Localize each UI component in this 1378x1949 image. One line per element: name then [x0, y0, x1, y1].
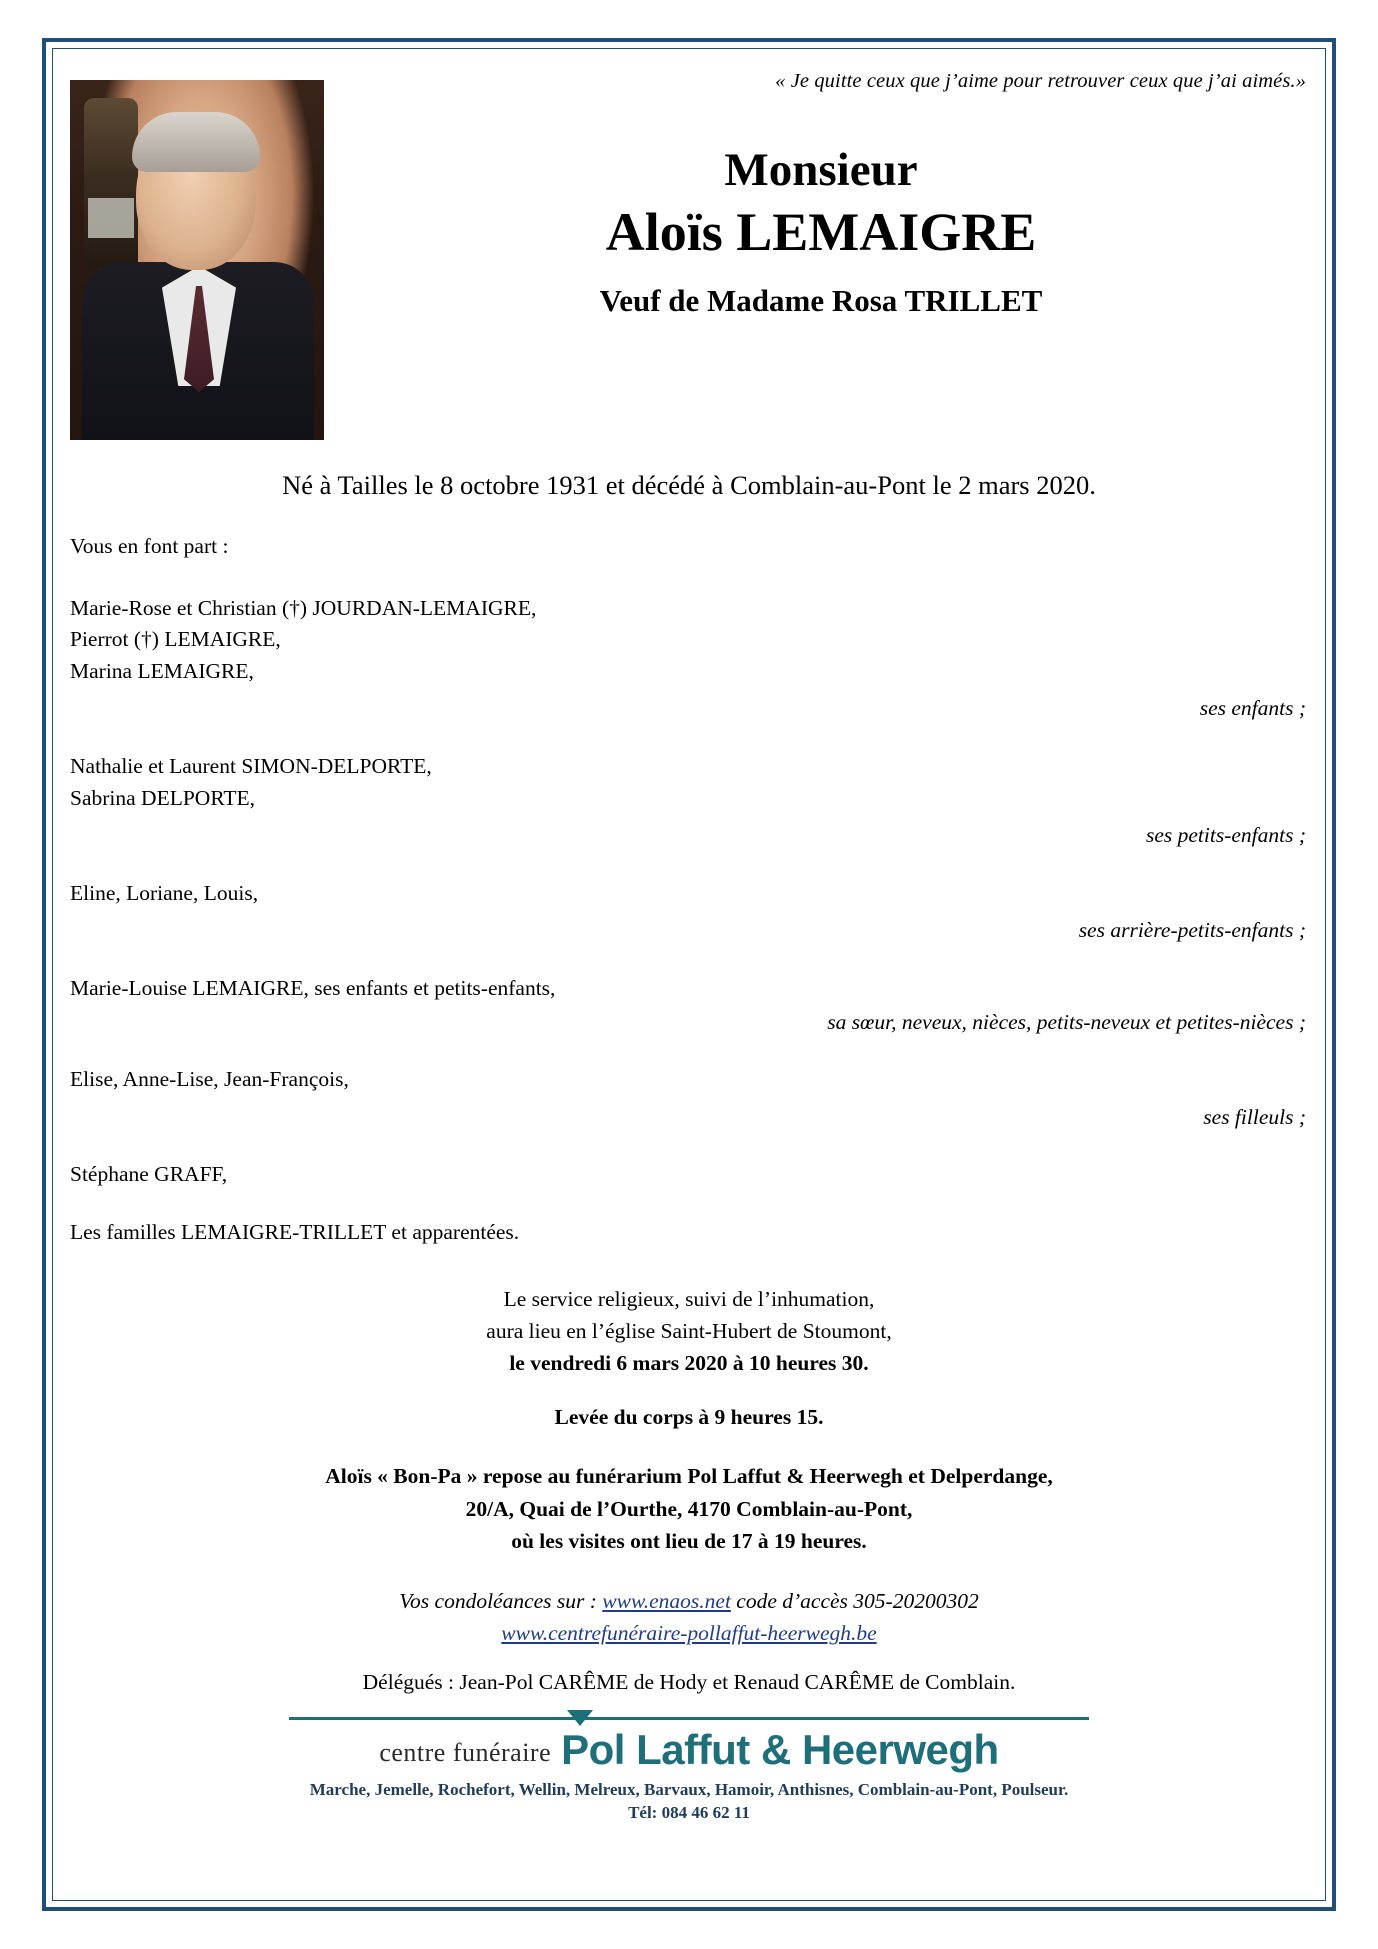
family-group [70, 878, 1308, 947]
condolences-line-1 [70, 1585, 1308, 1617]
family-member: Marie-Rose et Christian (†) JOURDAN-LEMAIGRE, [70, 595, 537, 620]
ceremony-block [70, 1283, 1308, 1380]
levee-line: Levée du corps à 9 heures 15. [554, 1405, 824, 1430]
condolences-line-2 [70, 1617, 1308, 1649]
family-member: Nathalie et Laurent SIMON-DELPORTE, [70, 753, 432, 778]
enaos-link[interactable]: www.enaos.net [602, 1589, 731, 1613]
condolences-code: code d’accès 305-20200302 [730, 1589, 979, 1613]
family-group [70, 973, 1308, 1038]
family-group [70, 751, 1308, 852]
title-block [324, 145, 1308, 319]
delegates-line: Délégués : Jean-Pol CARÊME de Hody et Renaud CARÊME de Comblain. [362, 1669, 1016, 1694]
birth-death-line: Né à Tailles le 8 octobre 1931 et décédé à Comblain-au-Pont le 2 mars 2020. [282, 470, 1096, 500]
footer-logo-block [70, 1717, 1308, 1823]
family-member: Marina LEMAIGRE, [70, 658, 254, 683]
logo-row [70, 1726, 1308, 1774]
background-bottle [84, 98, 138, 268]
family-group [70, 1064, 1308, 1133]
phone-number: Tél: 084 46 62 11 [628, 1802, 750, 1822]
additional-person: Stéphane GRAFF, [70, 1162, 228, 1187]
family-member: Elise, Anne-Lise, Jean-François, [70, 1067, 349, 1092]
family-member: Sabrina DELPORTE, [70, 785, 256, 810]
logo-title [561, 1726, 999, 1774]
family-member: Eline, Loriane, Louis, [70, 880, 259, 905]
card-header [70, 64, 1308, 444]
families-line: Les familles LEMAIGRE-TRILLET et apparentées. [70, 1219, 520, 1244]
ceremony-line-1: Le service religieux, suivi de l’inhumation, [503, 1286, 875, 1311]
logo-title-text: Pol Laffut & Heerwegh [561, 1725, 999, 1773]
condolences-prefix: Vos condoléances sur : [399, 1589, 603, 1613]
portrait-hair [132, 112, 260, 172]
footer-divider [289, 1717, 1089, 1720]
family-member: Pierrot (†) LEMAIGRE, [70, 627, 281, 652]
family-role: ses filleuls ; [1203, 1104, 1306, 1129]
family-member: Marie-Louise LEMAIGRE, ses enfants et petits-enfants, [70, 975, 556, 1000]
branch-list: Marche, Jemelle, Rochefort, Wellin, Melreux, Barvaux, Hamoir, Anthisnes, Comblain-au-Pont, Poulseur. [309, 1779, 1069, 1799]
spouse-line: Veuf de Madame Rosa TRILLET [599, 283, 1043, 319]
card-content [70, 64, 1308, 1889]
family-role: ses arrière-petits-enfants ; [1078, 918, 1306, 943]
epitaph-quote: « Je quitte ceux que j’aime pour retrouver ceux que j’ai aimés.» [775, 70, 1306, 92]
funerarium-line-2: 20/A, Quai de l’Ourthe, 4170 Comblain-au-Pont, [465, 1496, 913, 1521]
logo-subtitle: centre funéraire [379, 1737, 552, 1767]
funerarium-line-3: où les visites ont lieu de 17 à 19 heures. [511, 1528, 867, 1553]
family-group [70, 593, 1308, 725]
triangle-icon [567, 1710, 593, 1726]
intro-line: Vous en font part : [70, 534, 229, 558]
funerarium-block [70, 1460, 1308, 1557]
funerarium-line-1: Aloïs « Bon-Pa » repose au funérarium Pol Laffut & Heerwegh et Delperdange, [325, 1464, 1053, 1489]
family-role: sa sœur, neveux, nièces, petits-neveux et petites-nièces ; [827, 1009, 1306, 1034]
announcement-body [70, 531, 1308, 1249]
deceased-name: Aloïs LEMAIGRE [605, 201, 1037, 262]
centrefuneraire-link[interactable]: www.centrefunéraire-pollaffut-heerwegh.be [501, 1621, 877, 1646]
background-bottle-label [88, 198, 134, 238]
family-role: ses petits-enfants ; [1145, 823, 1306, 848]
ceremony-line-2: aura lieu en l’église Saint-Hubert de Stoumont, [486, 1318, 892, 1343]
portrait-photo [70, 80, 324, 440]
family-role: ses enfants ; [1199, 696, 1306, 721]
condolences-block [70, 1585, 1308, 1650]
honorific: Monsieur [724, 144, 918, 196]
ceremony-date: le vendredi 6 mars 2020 à 10 heures 30. [509, 1351, 869, 1375]
